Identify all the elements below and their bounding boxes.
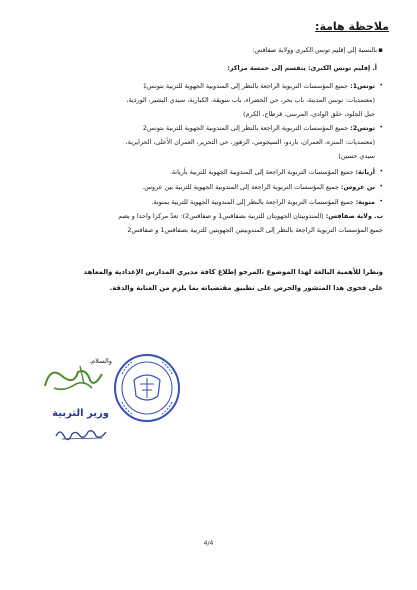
tunis1-label: تونس1: (350, 82, 375, 90)
tunis2-block (36, 124, 383, 168)
official-stamp-icon (112, 352, 182, 424)
benarous-label: بن عروس: (340, 183, 375, 191)
manouba-text: جميع المؤسسات التربوية الراجعة بالنظر إلى المندوبية الجهوية للتربية بمنوبة. (151, 198, 354, 206)
ariana-text: جميع المؤسسات التربوية الراجعة إلى المندوبية الجهوية للتربية بأريانة. (169, 168, 354, 176)
benarous-text: جميع المؤسسات التربوية الراجعة إلى المندوبية الجهوية للتربية بين عروس. (142, 183, 339, 191)
section-b-line-2: جميع المؤسسات التربوية الراجعة بالنظر إلى المندوبيتين الجهويتين للتربية بصفاقس1 و صفاقس2 (127, 226, 383, 234)
signature-icon (40, 358, 110, 398)
notice-heading: ملاحظة هامة: (315, 20, 389, 33)
tunis1-line (36, 82, 375, 91)
ariana-block (36, 168, 383, 178)
tunis1-text: جميع المؤسسات التربوية الراجعة بالنظر إلى المندوبية الجهوية للتربية بتونس1 (142, 82, 349, 90)
tunis1-detail-1: (معتمديات: تونس المدينة، باب بحر، حي الخضراء، باب سويقة، الكبارية، سيدي البشير، الوردية، (126, 96, 375, 104)
manouba-label: منوبة: (355, 198, 375, 206)
tunis2-label: تونس2: (350, 124, 375, 132)
bullet-icon: • (379, 183, 383, 190)
section-b-line (36, 212, 383, 221)
bullet-icon: ▪ (378, 46, 383, 54)
intro-line (36, 46, 383, 56)
section-a-title-text: أ. إقليم تونس الكبرى: ينقسم إلى خمسة مراكز: (227, 64, 377, 72)
closing-paragraph (36, 268, 383, 298)
bullet-icon: • (379, 168, 383, 175)
section-a-title (36, 64, 383, 74)
ariana-label: أريانة: (355, 168, 375, 176)
bullet-icon: • (379, 124, 383, 131)
intro-text: بالنسبة إلى إقليم تونس الكبرى وولاية صفاقس: (252, 46, 377, 54)
benarous-block (36, 183, 383, 193)
tunis2-line (36, 124, 375, 133)
closing-line-2: على فحوى هذا المنشور والحرص على تطبيق مقتضياته بما يلزم من العناية والدقة. (109, 284, 383, 292)
section-b-text: (المندوبيتان الجهويتان للتربية بصفاقس1 و صفاقس2): تعدّ مركزا واحدا و يضم (118, 212, 324, 220)
benarous-line (36, 183, 375, 192)
tunis2-detail-1: (معتمديات: المنزه، العمران، باردو، السيجومي، الزهور، حي التحرير، العمران الأعلى، الحرايرية، (125, 138, 375, 146)
handwritten-name-icon (52, 424, 112, 442)
page-number: 4/4 (203, 540, 214, 547)
greeting: والسلام. (88, 357, 112, 365)
tunis2-detail-2: سيدي حسين) (338, 152, 375, 160)
tunis1-detail-2: جبل الجلود، حلق الوادي، المرسى، قرطاج، الكرم) (243, 110, 375, 118)
closing-line-1: ونظرا للأهمية البالغة لهذا الموضوع ،المرجو إطلاع كافة مديري المدارس الإعدادية والمعاهد (83, 268, 383, 276)
tunis1-block (36, 82, 383, 126)
section-b-title: ب. ولاية صفاقس: (325, 212, 383, 220)
tunis2-text: جميع المؤسسات التربوية الراجعة بالنظر إلى المندوبية الجهوية للتربية بتونس2 (142, 124, 349, 132)
manouba-block (36, 198, 383, 208)
bullet-icon: • (379, 82, 383, 89)
manouba-line (36, 198, 375, 207)
bullet-icon: • (379, 198, 383, 205)
ariana-line (36, 168, 375, 177)
minister-title: وزير التربية (52, 408, 109, 419)
section-b-block (36, 212, 383, 240)
